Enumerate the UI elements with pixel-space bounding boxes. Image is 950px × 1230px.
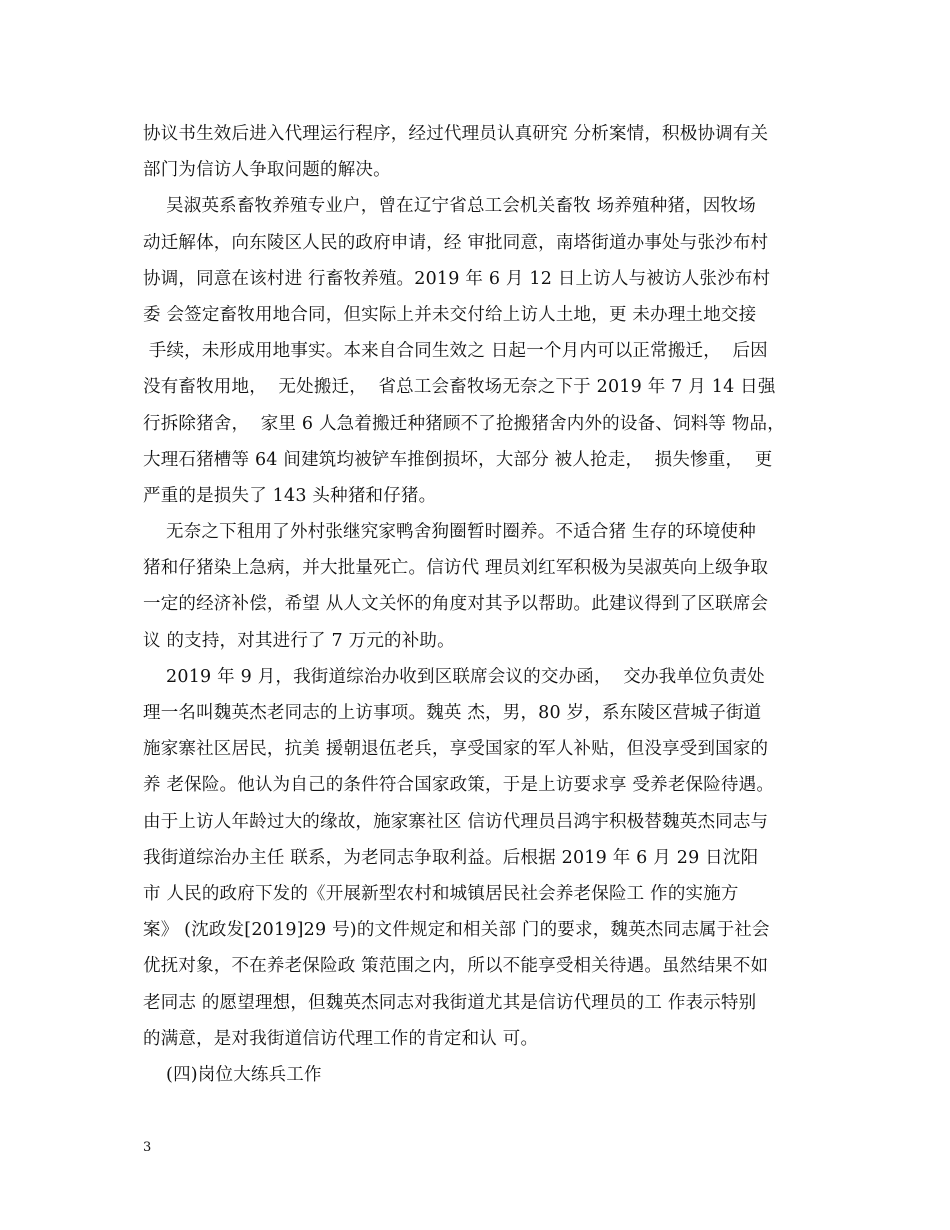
page-number: 3 [143, 1140, 152, 1155]
text-line: 手续，未形成用地事实。本来自合同生效之 日起一个月内可以正常搬迁， 后因 [143, 341, 768, 362]
text-line: 我街道综治办主任 联系，为老同志争取利益。后根据 2019 年 6 月 29 日沈阳 [143, 847, 759, 868]
text-line: 案》 (沈政发[2019]29 号)的文件规定和相关部 门的要求，魏英杰同志属于社会 [143, 920, 770, 941]
text-line: 委 会签定畜牧用地合同，但实际上并未交付给上访人土地，更 未办理土地交接 [143, 304, 757, 325]
text-line: 养 老保险。他认为自己的条件符合国家政策，于是上访要求享 受养老保险待遇。 [143, 775, 775, 796]
text-line: 的满意，是对我街道信访代理工作的肯定和认 可。 [143, 1028, 539, 1049]
text-line: 协调，同意在该村进 行畜牧养殖。2019 年 6 月 12 日上访人与被访人张沙布村 [143, 268, 771, 289]
text-line: 严重的是损失了 143 头种猪和仔猪。 [143, 485, 437, 506]
text-line: 大理石猪槽等 64 间建筑均被铲车推倒损坏，大部分 被人抢走， 损失惨重， 更 [143, 449, 773, 470]
text-line: 没有畜牧用地， 无处搬迁， 省总工会畜牧场无奈之下于 2019 年 7 月 14 日强 [143, 377, 776, 398]
text-line: 市 人民的政府下发的《开展新型农村和城镇居民社会养老保险工 作的实施方 [143, 883, 739, 904]
text-line: 吴淑英系畜牧养殖专业户，曾在辽宁省总工会机关畜牧 场养殖种猪，因牧场 [143, 196, 756, 217]
text-line: 一定的经济补偿，希望 从人文关怀的角度对其予以帮助。此建议得到了区联席会 [143, 594, 769, 615]
text-line: 优抚对象，不在养老保险政 策范围之内，所以不能享受相关待遇。虽然结果不如 [143, 956, 769, 977]
text-line: 理一名叫魏英杰老同志的上访事项。魏英 杰，男，80 岁，系东陵区营城子街道 [143, 703, 762, 723]
text-line: 2019 年 9 月，我街道综治办收到区联席会议的交办函， 交办我单位负责处 [143, 666, 765, 687]
text-line: 猪和仔猪染上急病，并大批量死亡。信访代 理员刘红军积极为吴淑英向上级争取 [143, 558, 769, 579]
text-line: 无奈之下租用了外村张继究家鸭舍狗圈暂时圈养。不适合猪 生存的环境使种 [143, 522, 756, 543]
text-line: 部门为信访人争取问题的解决。 [143, 160, 391, 181]
text-line: 老同志 的愿望理想，但魏英杰同志对我街道尤其是信访代理员的工 作表示特别 [143, 992, 757, 1013]
text-line: 行拆除猪舍， 家里 6 人急着搬迁种猪顾不了抢搬猪舍内外的设备、饲料等 物品， [143, 413, 785, 434]
text-line: 施家寨社区居民，抗美 援朝退伍老兵，享受国家的军人补贴，但没享受到国家的 [143, 739, 769, 760]
section-heading: (四)岗位大练兵工作 [143, 1064, 322, 1085]
text-line: 议 的支持，对其进行了 7 万元的补助。 [143, 630, 455, 651]
body-text [143, 116, 823, 1093]
text-line: 协议书生效后进入代理运行程序，经过代理员认真研究 分析案情，积极协调有关 [143, 124, 769, 144]
text-line: 由于上访人年龄过大的缘故，施家寨社区 信访代理员吕鸿宇积极替魏英杰同志与 [143, 811, 769, 832]
text-line: 动迁解体，向东陵区人民的政府申请，经 审批同意，南塔街道办事处与张沙布村 [143, 232, 769, 253]
